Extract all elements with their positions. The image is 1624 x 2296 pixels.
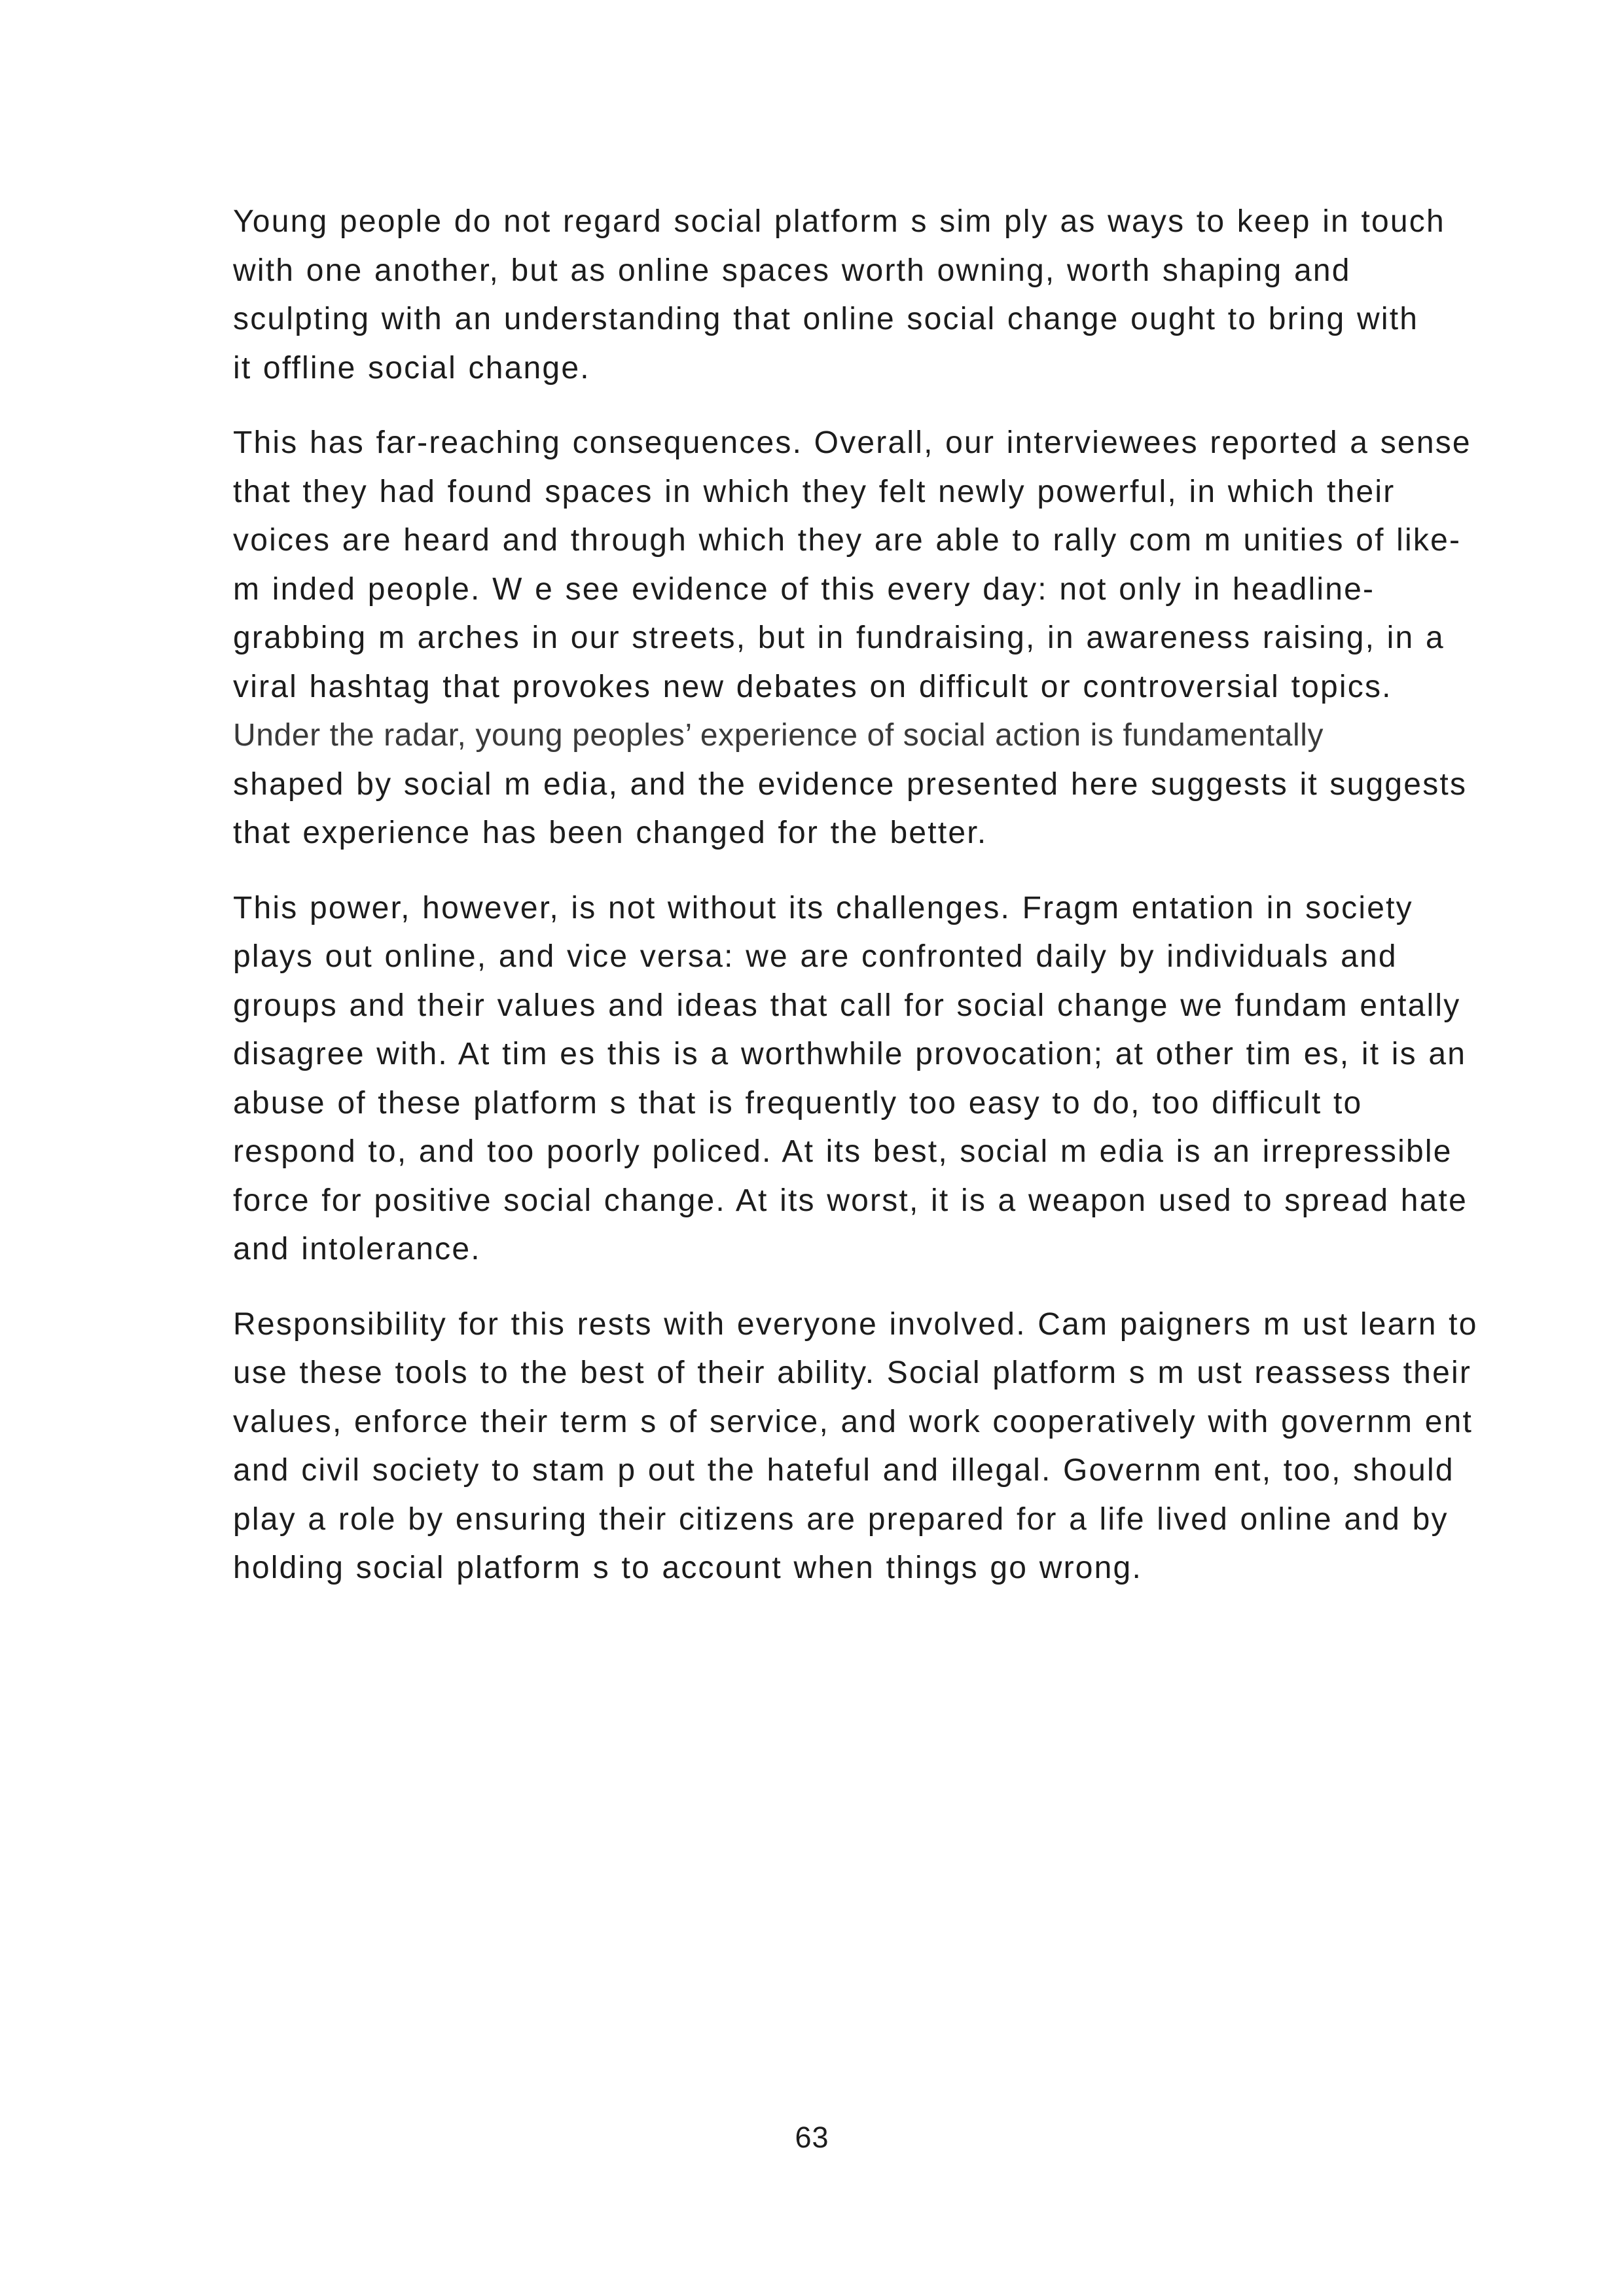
text-line: and intolerance.	[233, 1232, 481, 1266]
text-line: respond to, and too poorly policed. At its best, social m edia is an irrepressible	[233, 1134, 1453, 1169]
text-line: values, enforce their term s of service, and work cooperatively with governm ent	[233, 1404, 1473, 1439]
text-line: holding social platform s to account when things go wrong.	[233, 1551, 1142, 1585]
text-line: force for positive social change. At its worst, it is a weapon used to spread hate	[233, 1183, 1468, 1218]
text-line: This power, however, is not without its challenges. Fragm entation in society	[233, 890, 1413, 925]
text-line: plays out online, and vice versa: we are confronted daily by individuals and	[233, 939, 1398, 974]
text-line-light: Under the radar, young peoples’ experience of social action is fundamentally	[233, 718, 1324, 753]
paragraph-1	[233, 198, 1516, 393]
text-line: Responsibility for this rests with everyone involved. Cam paigners m ust learn to	[233, 1306, 1478, 1342]
text-line: grabbing m arches in our streets, but in fundraising, in awareness raising, in a	[233, 620, 1445, 655]
text-line: it offline social change.	[233, 350, 590, 386]
paragraph-4	[233, 1300, 1516, 1593]
paragraph-2	[233, 419, 1516, 858]
paragraph-3	[233, 884, 1516, 1274]
text-line: m inded people. W e see evidence of this every day: not only in headline-	[233, 571, 1375, 607]
text-line: shaped by social m edia, and the evidence presented here suggests it suggests	[233, 766, 1468, 802]
text-line: use these tools to the best of their ability. Social platform s m ust reassess their	[233, 1355, 1472, 1390]
text-line: abuse of these platform s that is frequently too easy to do, too difficult to	[233, 1085, 1363, 1121]
text-line: and civil society to stam p out the hateful and illegal. Governm ent, too, should	[233, 1453, 1454, 1488]
text-line: groups and their values and ideas that call for social change we fundam entally	[233, 988, 1461, 1023]
text-line: Young people do not regard social platform s sim ply as ways to keep in touch	[233, 204, 1445, 239]
page-number: 63	[795, 2121, 829, 2154]
body-text	[233, 198, 1516, 1619]
text-line: play a role by ensuring their citizens are prepared for a life lived online and by	[233, 1501, 1449, 1537]
text-line: voices are heard and through which they are able to rally com m unities of like-	[233, 523, 1462, 558]
text-line: disagree with. At tim es this is a worthwhile provocation; at other tim es, it is an	[233, 1037, 1467, 1071]
text-line: viral hashtag that provokes new debates on difficult or controversial topics.	[233, 669, 1392, 704]
text-line: sculpting with an understanding that online social change ought to bring with	[233, 302, 1419, 336]
text-line: This has far-reaching consequences. Overall, our interviewees reported a sense	[233, 425, 1471, 460]
text-line: that they had found spaces in which they felt newly powerful, in which their	[233, 474, 1396, 509]
text-line: that experience has been changed for the better.	[233, 816, 988, 850]
text-line: with one another, but as online spaces worth owning, worth shaping and	[233, 253, 1351, 288]
